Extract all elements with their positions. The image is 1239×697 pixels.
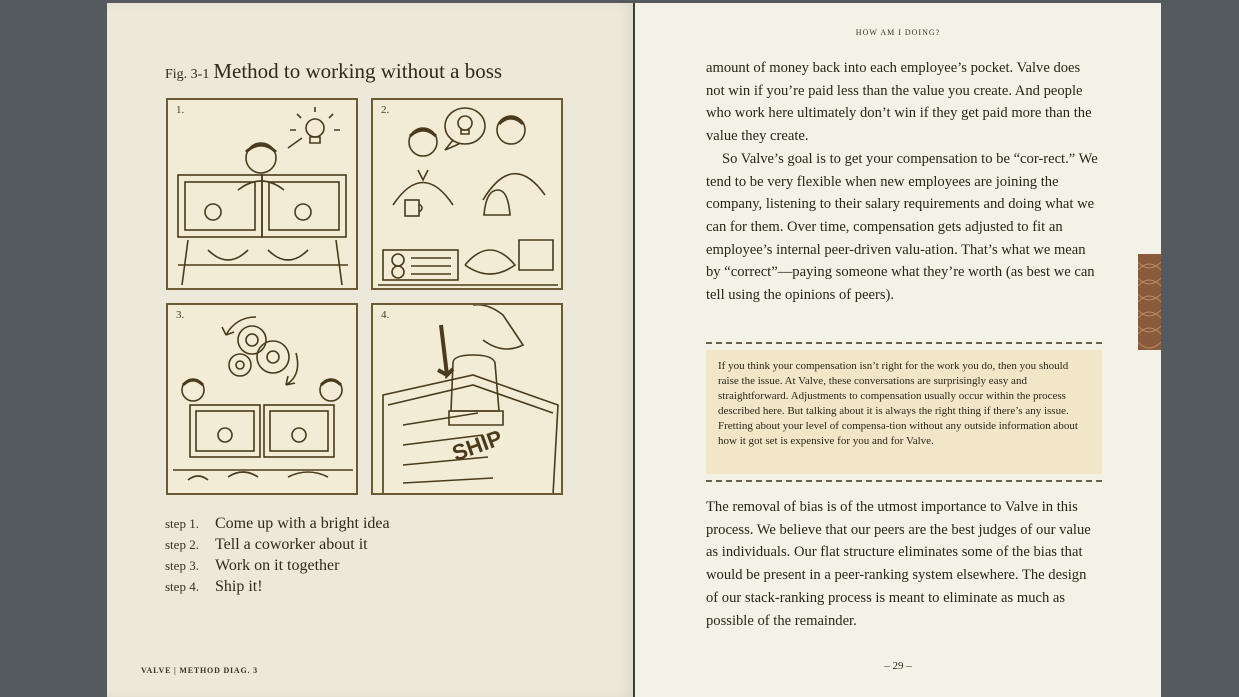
- figure-title: [165, 59, 502, 84]
- figure-number: Fig. 3-1: [165, 67, 210, 82]
- panel-4-illustration: [373, 305, 561, 493]
- step-item: [165, 515, 390, 536]
- panel-bright-idea: [166, 98, 358, 290]
- panel-number: 2.: [381, 104, 390, 116]
- panel-ship-it: [371, 303, 563, 495]
- callout-note: If you think your compensation isn’t right for the work you do, then you should raise the issue. At Valve, these conversations are surprisingly easy and straightforward. Adjustments to compensation usually occur within the process described here. But talking about it is always the right thing if there’s any issue. Fretting about your level of compensa-tion without any outside information about how it got set is expensive for you and for Valve.: [706, 350, 1102, 474]
- left-footer: VALVE | METHOD DIAG. 3: [141, 666, 258, 675]
- steps-list: [165, 515, 390, 599]
- body-paragraphs-top: [706, 57, 1101, 307]
- step-label: step 3.: [165, 558, 199, 573]
- step-item: [165, 578, 390, 599]
- bookmark-tab[interactable]: [1138, 254, 1161, 350]
- step-text: Come up with a bright idea: [215, 515, 390, 532]
- book-spread: [107, 3, 1161, 697]
- panel-tell-coworker: [371, 98, 563, 290]
- step-item: [165, 536, 390, 557]
- note-divider-top: [706, 342, 1102, 344]
- panel-number: 4.: [381, 309, 390, 321]
- step-text: Ship it!: [215, 578, 263, 595]
- note-divider-bottom: [706, 480, 1102, 482]
- page-number: – 29 –: [884, 660, 912, 672]
- step-label: step 1.: [165, 516, 199, 531]
- figure-title-text: Method to working without a boss: [213, 59, 503, 83]
- left-page: [107, 3, 633, 697]
- panel-number: 3.: [176, 309, 185, 321]
- step-text: Work on it together: [215, 557, 340, 574]
- step-item: [165, 557, 390, 578]
- body-paragraph: amount of money back into each employee’s pocket. Valve does not win if you’re paid less than the value you create. And people who work here ultimately don’t win if they get paid more than the value they create.: [706, 60, 1092, 145]
- panel-1-illustration: [168, 100, 356, 288]
- right-page: [635, 3, 1161, 697]
- ship-stamp: SHIP: [448, 424, 506, 466]
- panel-number: 1.: [176, 104, 185, 116]
- body-paragraph: So Valve’s goal is to get your compensation to be “cor-rect.” We tend to be very flexible when new employees are joining the company, listening to their salary requirements and doing what we can for them. Over time, compensation gets adjusted to fit an employee’s internal peer-driven valu-ation. That’s what we mean by “correct”—paying someone what they’re worth (as best we can tell using the opinions of peers).: [706, 150, 1098, 304]
- step-label: step 4.: [165, 579, 199, 594]
- panel-2-illustration: [373, 100, 561, 288]
- running-head: HOW AM I DOING?: [855, 28, 941, 37]
- body-paragraph: The removal of bias is of the utmost importance to Valve in this process. We believe that our peers are the best judges of our value as individuals. Our flat structure eliminates some of the bias that would be present in a peer-ranking system elsewhere. The design of our stack-ranking process is meant to eliminate as much as possible of the remainder.: [706, 499, 1091, 629]
- step-text: Tell a coworker about it: [215, 536, 368, 553]
- step-label: step 2.: [165, 537, 199, 552]
- panel-3-illustration: [168, 305, 356, 493]
- panel-work-together: [166, 303, 358, 495]
- bookmark-pattern-icon: [1138, 254, 1161, 350]
